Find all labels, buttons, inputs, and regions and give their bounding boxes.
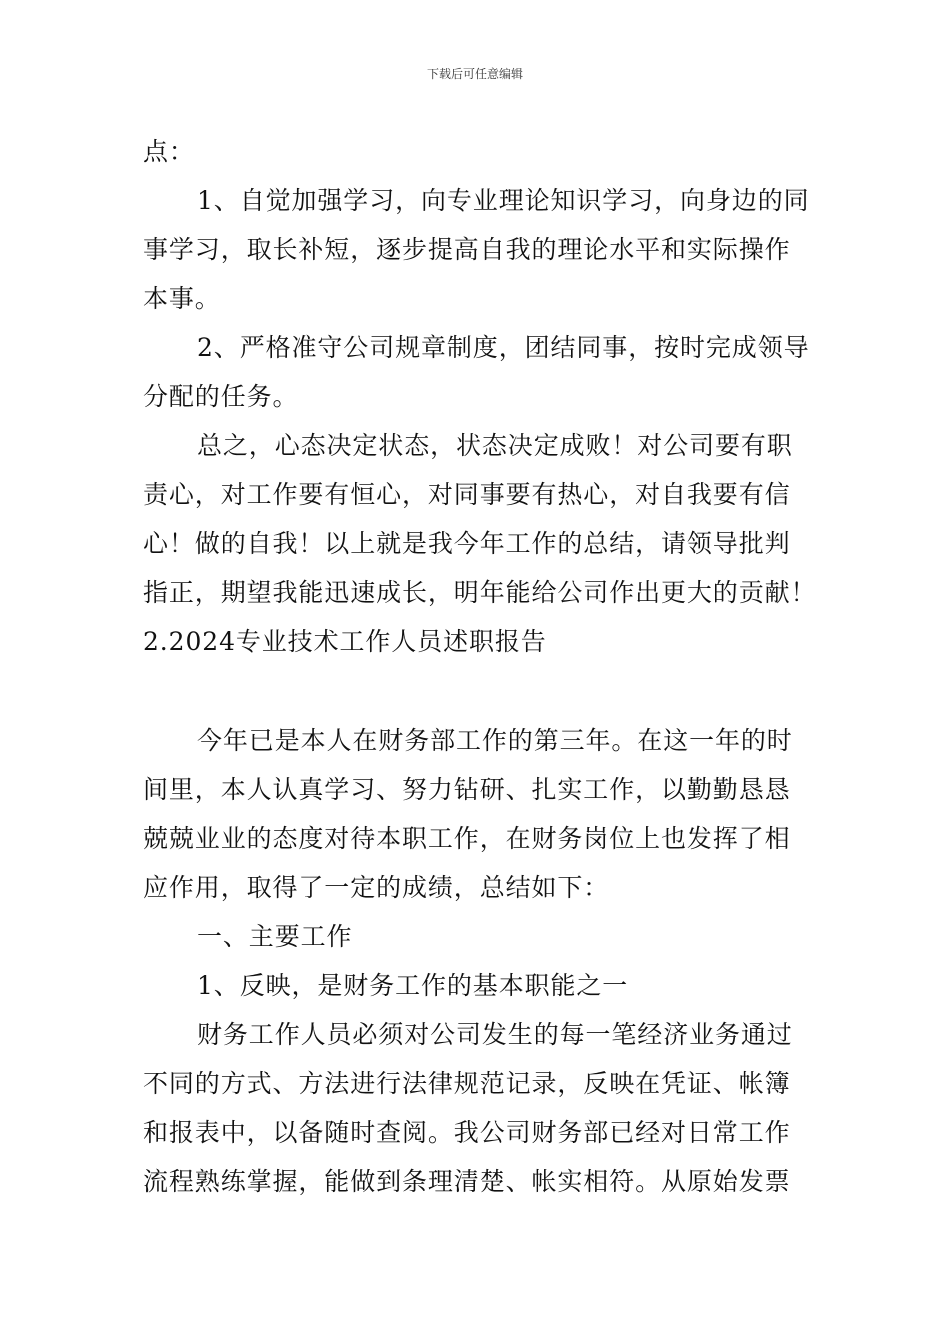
text-line: 点： — [143, 137, 195, 166]
text-line: 1、反映，是财务工作的基本职能之一 — [197, 971, 629, 1000]
text-line: 本事。 — [143, 284, 221, 313]
text-line: 事学习，取长补短，逐步提高自我的理论水平和实际操作 — [143, 235, 791, 264]
text-line: 应作用，取得了一定的成绩，总结如下： — [143, 873, 610, 902]
text-line: 一、主要工作 — [197, 922, 353, 951]
page-header: 下载后可任意编辑 — [426, 67, 523, 81]
text-line: 1、自觉加强学习，向专业理论知识学习，向身边的同 — [197, 186, 810, 215]
text-line: 总之，心态决定状态，状态决定成败！对公司要有职 — [197, 431, 793, 460]
text-line: 指正，期望我能迅速成长，明年能给公司作出更大的贡献！ — [143, 578, 817, 607]
blank-line — [143, 666, 807, 716]
text-line: 责心，对工作要有恒心，对同事要有热心，对自我要有信 — [143, 480, 791, 509]
text-line: 和报表中，以备随时查阅。我公司财务部已经对日常工作 — [143, 1118, 791, 1147]
document-body — [143, 127, 817, 1206]
text-line: 兢兢业业的态度对待本职工作，在财务岗位上也发挥了相 — [143, 824, 791, 853]
text-line: 不同的方式、方法进行法律规范记录，反映在凭证、帐簿 — [143, 1069, 791, 1098]
text-line: 流程熟练掌握，能做到条理清楚、帐实相符。从原始发票 — [143, 1167, 791, 1196]
text-line: 今年已是本人在财务部工作的第三年。在这一年的时 — [197, 726, 793, 755]
text-line: 心！做的自我！以上就是我今年工作的总结，请领导批判 — [143, 529, 791, 558]
text-line: 分配的任务。 — [143, 382, 299, 411]
section-heading: 2.2024专业技术工作人员述职报告 — [143, 627, 547, 656]
text-line: 间里，本人认真学习、努力钻研、扎实工作，以勤勤恳恳 — [143, 775, 791, 804]
text-line: 2、严格准守公司规章制度，团结同事，按时完成领导 — [197, 333, 810, 362]
text-line: 财务工作人员必须对公司发生的每一笔经济业务通过 — [197, 1020, 793, 1049]
